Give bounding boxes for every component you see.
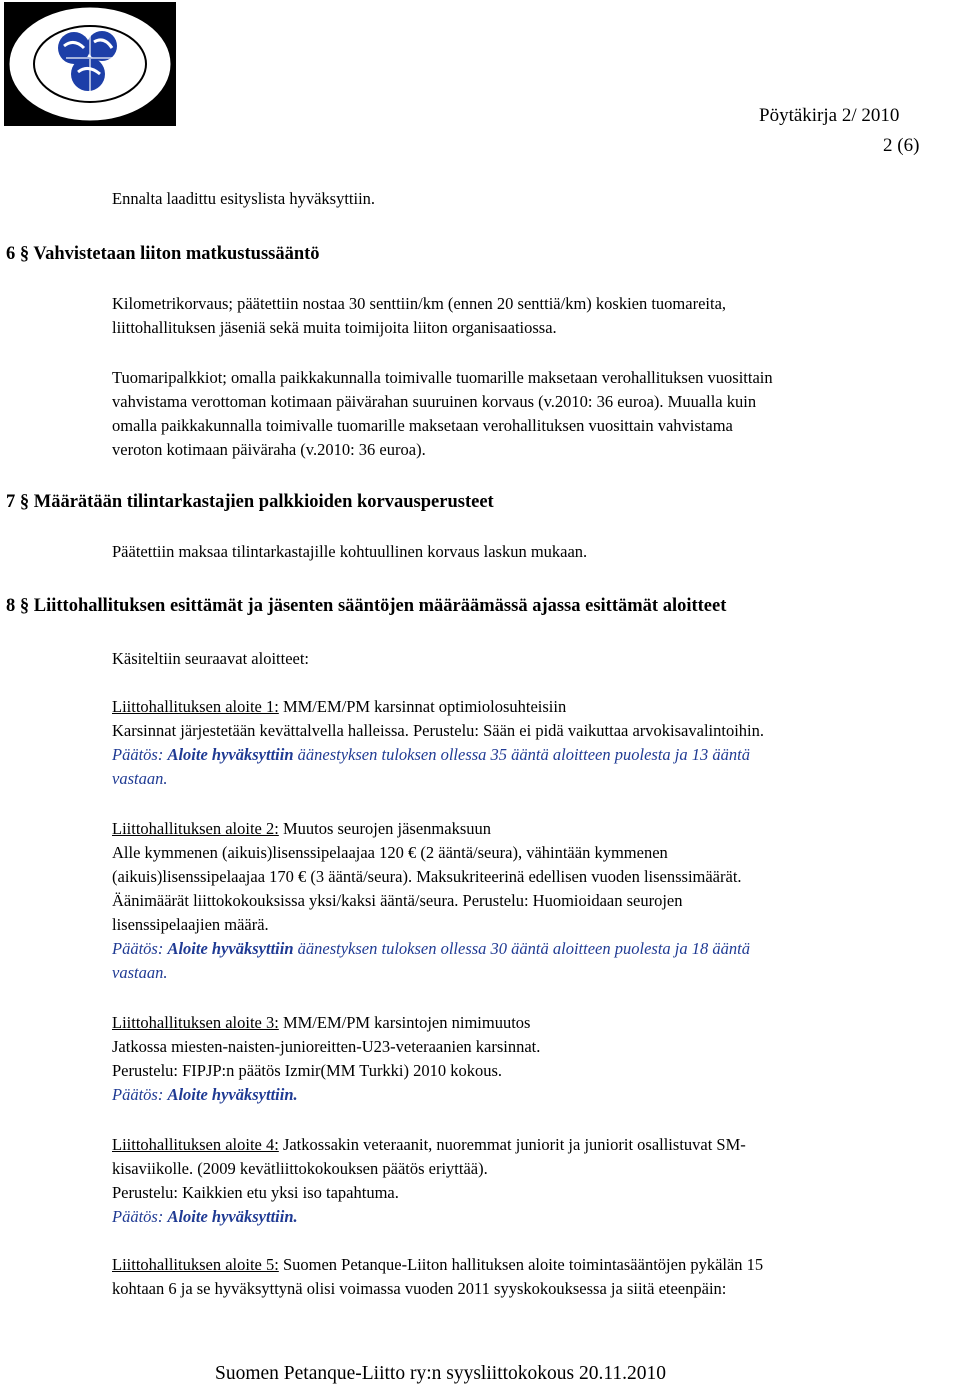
aloite-1-title-text: MM/EM/PM karsinnat optimiolosuhteisiin (278, 697, 567, 716)
aloite-2-title-text: Muutos seurojen jäsenmaksuun (278, 819, 491, 838)
aloite-3-title (112, 1011, 530, 1035)
intro-text: Ennalta laadittu esityslista hyväksyttiin. (112, 189, 376, 208)
aloite-5-title-text: Suomen Petanque-Liiton hallituksen aloite toimintasääntöjen pykälän 15 (278, 1255, 764, 1274)
aloite-4-body-line2: Perustelu: Kaikkien etu yksi iso tapahtuma. (112, 1183, 399, 1202)
aloite-3-decision-prefix: Päätös: (112, 1085, 168, 1104)
aloite-2-label: Liittohallituksen aloite 2: (112, 819, 279, 838)
s6-p1-line2: liittohallituksen jäseniä sekä muita toimijoita liiton organisaatiossa. (112, 318, 557, 337)
aloite-4-decision-prefix: Päätös: (112, 1207, 168, 1226)
logo-graphic (4, 2, 176, 126)
aloite-1-decision-prefix: Päätös: (112, 745, 168, 764)
aloite-2-body-line3: Äänimäärät liittokokouksissa yksi/kaksi ääntä/seura. Perustelu: Huomioidaan seurojen (112, 891, 683, 910)
aloite-4-title-text: Jatkossakin veteraanit, nuoremmat juniorit ja juniorit osallistuvat SM- (278, 1135, 746, 1154)
aloite-4-body-line1: kisaviikolle. (2009 kevätliittokokouksen päätös eriyttää). (112, 1159, 488, 1178)
aloite-1-label: Liittohallituksen aloite 1: (112, 697, 279, 716)
aloite-5-title (112, 1253, 763, 1277)
aloite-1-decision-line2: vastaan. (112, 769, 168, 788)
s6-p2-line1: Tuomaripalkkiot; omalla paikkakunnalla toimivalle tuomarille maksetaan verohallituksen vuosittain (112, 368, 773, 387)
aloite-3-decision (112, 1083, 298, 1107)
aloite-4-label: Liittohallituksen aloite 4: (112, 1135, 279, 1154)
s6-p2-line3: omalla paikkakunnalla toimivalle tuomarille maksetaan verohallituksen vuosittain vahvistama (112, 416, 733, 435)
s7-p1: Päätettiin maksaa tilintarkastajille kohtuullinen korvaus laskun mukaan. (112, 542, 588, 561)
aloite-1-body: Karsinnat järjestetään kevättalvella halleissa. Perustelu: Sään ei pidä vaikuttaa arvokisavalintoihin. (112, 721, 764, 740)
aloite-5-label: Liittohallituksen aloite 5: (112, 1255, 279, 1274)
aloite-2-body-line1: Alle kymmenen (aikuis)lisenssipelaajaa 120 € (2 ääntä/seura), vähintään kymmenen (112, 843, 668, 862)
aloite-2-body-line4: lisenssipelaajien määrä. (112, 915, 269, 934)
section-7-heading: 7 § Määrätään tilintarkastajien palkkioiden korvausperusteet (6, 492, 494, 512)
aloite-4-decision (112, 1205, 298, 1229)
aloite-2-decision-line2: vastaan. (112, 963, 168, 982)
s8-intro: Käsiteltiin seuraavat aloitteet: (112, 649, 310, 668)
federation-logo (4, 2, 176, 126)
s6-p2-line4: veroton kotimaan päiväraha (v.2010: 36 euroa). (112, 440, 426, 459)
s6-p2-line2: vahvistama verottoman kotimaan päivärahan suuruinen korvaus (v.2010: 36 euroa). Muualla kuin (112, 392, 757, 411)
section-8-heading: 8 § Liittohallituksen esittämät ja jäsenten sääntöjen määräämässä ajassa esittämät aloitteet (6, 596, 727, 616)
aloite-2-title (112, 817, 491, 841)
aloite-2-decision (112, 937, 750, 961)
section-6-heading: 6 § Vahvistetaan liiton matkustussääntö (6, 244, 320, 264)
aloite-2-decision-bold: Aloite hyväksyttiin (167, 939, 294, 958)
aloite-3-decision-bold: Aloite hyväksyttiin. (167, 1085, 298, 1104)
aloite-1-title (112, 695, 566, 719)
aloite-2-decision-prefix: Päätös: (112, 939, 168, 958)
page-number: 2 (6) (883, 135, 920, 156)
s6-p1-line1: Kilometrikorvaus; päätettiin nostaa 30 senttiin/km (ennen 20 senttiä/km) koskien tuomareita, (112, 294, 727, 313)
aloite-3-body-line1: Jatkossa miesten-naisten-junioreitten-U23-veteraanien karsinnat. (112, 1037, 541, 1056)
aloite-1-decision-bold: Aloite hyväksyttiin (167, 745, 294, 764)
aloite-3-label: Liittohallituksen aloite 3: (112, 1013, 279, 1032)
aloite-3-title-text: MM/EM/PM karsintojen nimimuutos (278, 1013, 531, 1032)
page-footer: Suomen Petanque-Liitto ry:n syysliittokokous 20.11.2010 (215, 1363, 667, 1384)
aloite-4-decision-bold: Aloite hyväksyttiin. (167, 1207, 298, 1226)
aloite-2-body-line2: (aikuis)lisenssipelaajaa 170 € (3 ääntä/seura). Maksukriteerinä edellisen vuoden lisenssimäärät. (112, 867, 742, 886)
aloite-2-decision-rest: äänestyksen tuloksen ollessa 30 ääntä aloitteen puolesta ja 18 ääntä (293, 939, 750, 958)
aloite-1-decision (112, 743, 750, 767)
aloite-1-decision-rest: äänestyksen tuloksen ollessa 35 ääntä aloitteen puolesta ja 13 ääntä (293, 745, 750, 764)
aloite-5-body-line1: kohtaan 6 ja se hyväksyttynä olisi voimassa vuoden 2011 syyskokouksessa ja siitä eteenpäin: (112, 1279, 727, 1298)
document-title: Pöytäkirja 2/ 2010 (759, 105, 900, 126)
aloite-3-body-line2: Perustelu: FIPJP:n päätös Izmir(MM Turkki) 2010 kokous. (112, 1061, 503, 1080)
aloite-4-title (112, 1133, 746, 1157)
